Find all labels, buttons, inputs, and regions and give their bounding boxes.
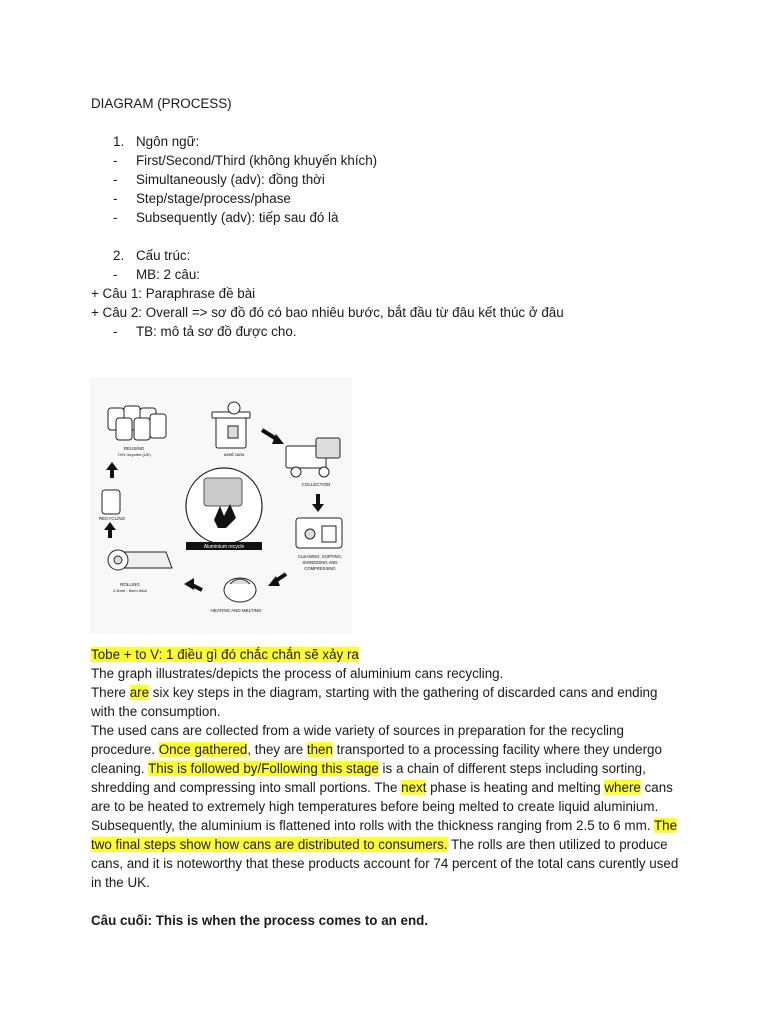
section2-number: 2. [113, 248, 125, 263]
aluminium-recycling-diagram [90, 378, 352, 634]
list-bullet: - [113, 267, 118, 282]
document-title: DIAGRAM (PROCESS) [91, 96, 232, 111]
used-cans-label: used cans [223, 452, 245, 457]
rolling-sublabel: 2.5mm - 6mm thick [112, 588, 148, 593]
tb-item: TB: mô tả sơ đồ được cho. [136, 324, 297, 339]
cleaning-label-1: CLEANING, SORTING, [298, 554, 342, 559]
center-image-icon [204, 478, 242, 506]
cleaning-label-2: SHREDDING AND [302, 560, 338, 565]
collection-label: COLLECTION [301, 482, 331, 487]
list-item: Simultaneously (adv): đồng thời [136, 172, 325, 187]
reusing-label: REUSING [123, 446, 145, 451]
machine-icon [296, 518, 342, 548]
heating-label: HEATING AND MELTING [210, 608, 262, 613]
tobe-note: Tobe + to V: 1 điều gì đó chắc chắn sẽ xảy ra [91, 647, 359, 662]
list-item: Step/stage/process/phase [136, 191, 291, 206]
paragraph-1: The graph illustrates/depicts the process of aluminium cans recycling. [91, 666, 504, 681]
section1-number: 1. [113, 134, 125, 149]
paragraph-3: The used cans are collected from a wide variety of sources in preparation for the recycling procedure. Once gathered, they are then transported to a processing facility where they undergo cleaning. This is followed by/Following this stage is a chain of different steps including sorting, shredding and compressing into small portions. The next phase is heating and melting where cans are to be heated to extremely high temperatures before being melted to create liquid aluminium. Subsequently, the aluminium is flattened into rolls with the thickness ranging from 2.5 to 6 mm. The two final steps show how cans are distributed to consumers. The rolls are then utilized to produce cans, and it is noteworthy that these products account for 74 percent of the total cans curently used in the UK. [91, 723, 679, 890]
center-label: Aluminium recycle [203, 544, 245, 550]
list-bullet: - [113, 172, 118, 187]
arrowhead-icon [184, 578, 194, 590]
final-sentence: Câu cuối: This is when the process comes to an end. [91, 913, 429, 928]
roll-icon [108, 550, 172, 570]
section2-heading: Cấu trúc: [136, 248, 191, 263]
list-bullet: - [113, 324, 118, 339]
arrowhead-icon [312, 504, 324, 512]
paragraph-2: There are six key steps in the diagram, starting with the gathering of discarded cans and ending with the consumption. [91, 685, 658, 719]
furnace-icon [224, 578, 256, 602]
can-icon [102, 490, 120, 514]
trash-bin-icon [212, 402, 250, 448]
truck-icon [286, 438, 340, 477]
arrowhead-icon [104, 522, 116, 530]
cau2-item: + Câu 2: Overall => sơ đồ đó có bao nhiêu bước, bắt đầu từ đâu kết thúc ở đâu [91, 305, 564, 320]
recycling-label: RECYCLING [98, 516, 126, 521]
list-bullet: - [113, 153, 118, 168]
cans-group-icon [108, 406, 166, 440]
mb-item: MB: 2 câu: [136, 267, 201, 282]
list-bullet: - [113, 210, 118, 225]
list-bullet: - [113, 191, 118, 206]
list-item: First/Second/Third (không khuyến khích) [136, 153, 378, 168]
list-item: Subsequently (adv): tiếp sau đó là [136, 210, 339, 225]
section1-heading: Ngôn ngữ: [136, 134, 200, 149]
rolling-label: ROLLING [120, 582, 140, 587]
cleaning-label-3: COMPRESSING [304, 566, 336, 571]
cau1-item: + Câu 1: Paraphrase đề bài [91, 286, 256, 301]
arrowhead-icon [106, 462, 118, 470]
reusing-sublabel: 74% recycled (UK) [117, 452, 151, 457]
